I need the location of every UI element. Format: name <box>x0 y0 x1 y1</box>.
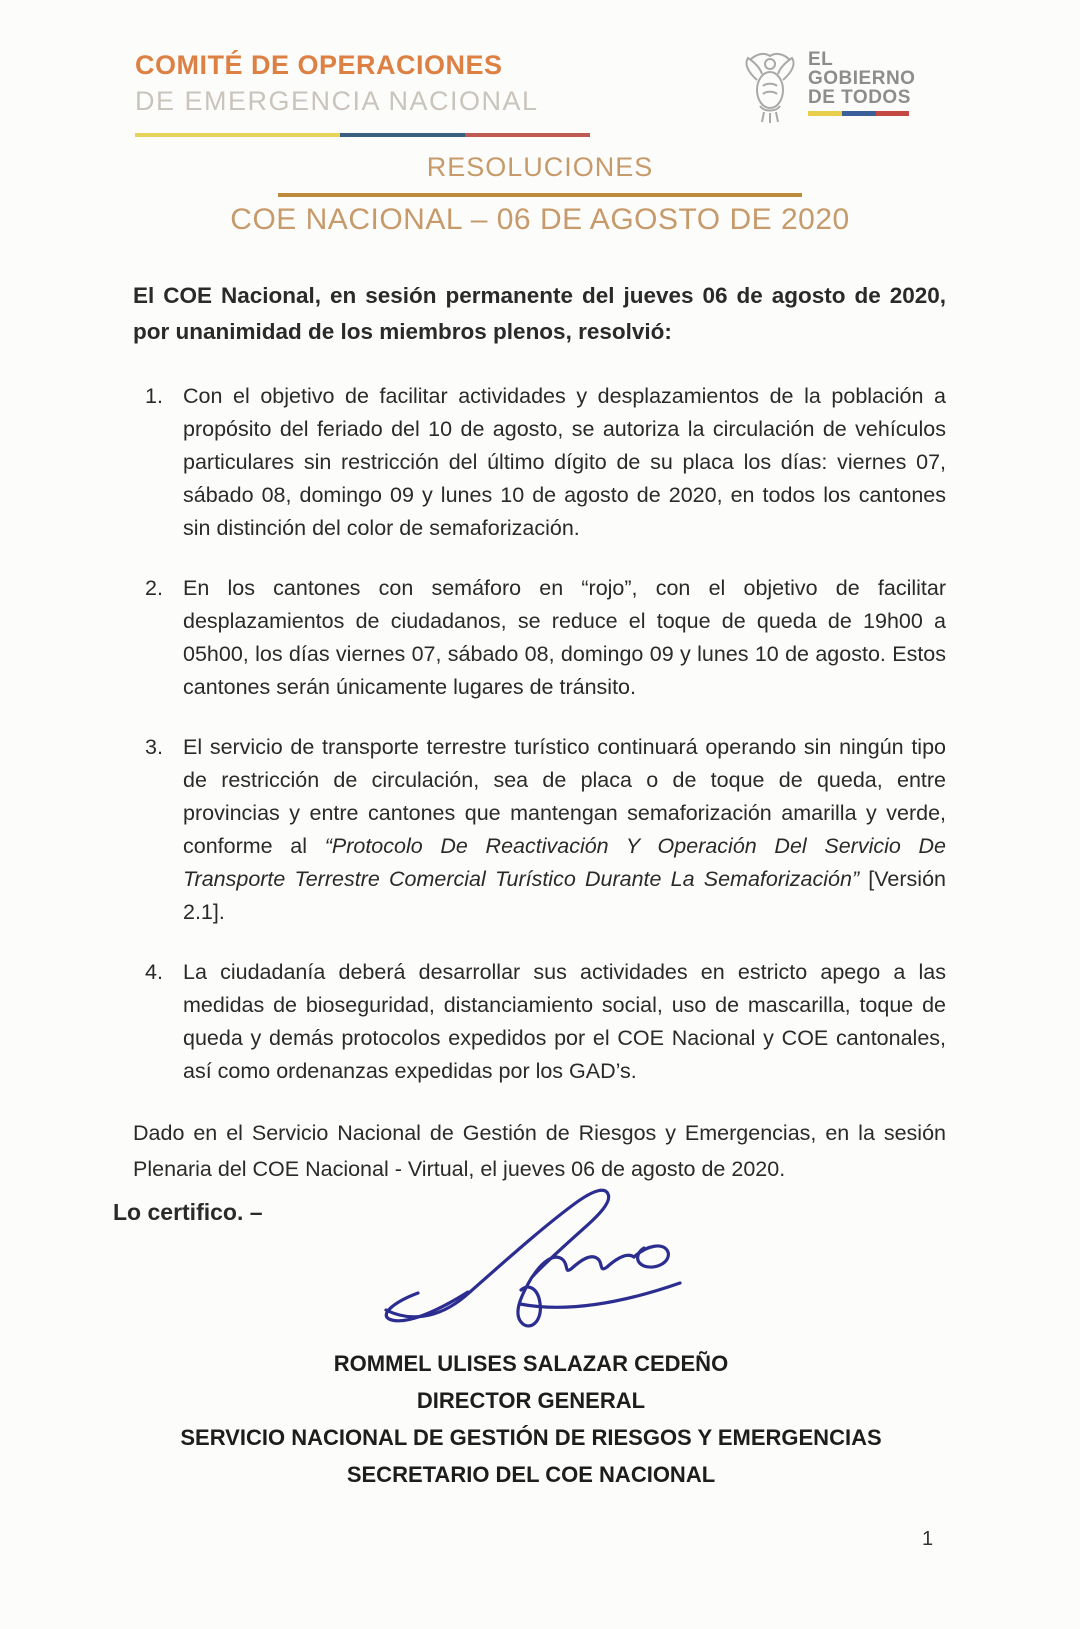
closing-paragraph: Dado en el Servicio Nacional de Gestión de Riesgos y Emergencias, en la sesión Plenaria del COE Nacional - Virtual, el jueves 06 de agosto de 2020. <box>133 1121 946 1181</box>
resolution-text <box>183 956 946 1088</box>
gobierno-line3: DE TODOS <box>808 87 911 108</box>
resolution-number: 2. <box>145 576 163 600</box>
resolution-text <box>183 572 946 704</box>
resolution-text-pre: En los cantones con semáforo en “rojo”, con el objetivo de facilitar desplazamientos de ciudadanos, se reduce el toque de queda de 19h00 a 05h00, los días viernes 07, sábado 08, domingo 09 y lunes 10 de agosto. Estos cantones serán únicamente lugares de tránsito. <box>183 576 946 699</box>
ecuador-coat-of-arms-icon <box>738 50 802 126</box>
page-number: 1 <box>922 1528 934 1550</box>
gobierno-flag-line <box>808 111 909 116</box>
certification-line: Lo certifico. – <box>113 1199 263 1225</box>
resolution-number: 4. <box>145 960 163 984</box>
gobierno-logo-text <box>808 50 915 116</box>
gobierno-line2: GOBIERNO <box>808 68 916 89</box>
document-title <box>0 152 1080 237</box>
resolution-text-pre: La ciudadanía deberá desarrollar sus actividades en estricto apego a las medidas de bioseguridad, distanciamiento social, uso de mascarilla, toque de queda y demás protocolos expedidos por el COE Nacional y COE cantonales, así como ordenanzas expedidas por los GAD’s. <box>183 960 946 1083</box>
flag-yellow-segment <box>808 111 842 116</box>
signer-title-secretario: SECRETARIO DEL COE NACIONAL <box>346 1462 716 1487</box>
resolution-text-pre: El servicio de transporte terrestre turístico continuará operando sin ningún tipo de restricción de circulación, sea de placa o de toque de queda, entre provincias y entre cantones que mantengan semaforización amarilla y verde, conforme al <box>183 735 946 858</box>
signer-title-servicio: SERVICIO NACIONAL DE GESTIÓN DE RIESGOS Y EMERGENCIAS <box>180 1425 882 1450</box>
resolution-text <box>183 731 946 929</box>
flag-blue-segment <box>842 111 875 116</box>
resolution-number: 3. <box>145 735 163 759</box>
resolution-text-pre: Con el objetivo de facilitar actividades y desplazamientos de la población a propósito del feriado del 10 de agosto, se autoriza la circulación de vehículos particulares sin restricción del último dígito de su placa los días: viernes 07, sábado 08, domingo 09 y lunes 10 de agosto de 2020, en todos los cantones sin distinción del color de semaforización. <box>183 384 946 540</box>
flag-yellow-segment <box>135 133 340 137</box>
resolution-item-1 <box>133 380 946 545</box>
coe-logo-line2: DE EMERGENCIA NACIONAL <box>135 86 539 116</box>
title-underline <box>278 193 802 197</box>
ecuador-flag-line <box>135 133 590 137</box>
flag-blue-segment <box>340 133 465 137</box>
resolution-text-italic: “Protocolo De Reactivación Y Operación Del Servicio De Transporte Terrestre Comercial Turístico Durante La Semaforización” <box>183 834 946 891</box>
document-body <box>113 278 946 1226</box>
title-coe-date: COE NACIONAL – 06 DE AGOSTO DE 2020 <box>230 203 850 236</box>
handwritten-signature <box>372 1142 698 1342</box>
resolution-item-3 <box>133 731 946 929</box>
coe-logo <box>135 50 590 137</box>
flag-red-segment <box>465 133 590 137</box>
gobierno-logo <box>738 50 915 126</box>
title-resoluciones: RESOLUCIONES <box>426 152 654 182</box>
resolution-text <box>183 380 946 545</box>
gobierno-line1: EL <box>808 49 834 70</box>
resolution-number: 1. <box>145 384 163 408</box>
resolution-text-post: [Versión 2.1]. <box>183 867 946 924</box>
flag-red-segment <box>876 111 909 116</box>
signer-name: ROMMEL ULISES SALAZAR CEDEÑO <box>333 1351 729 1376</box>
signature-ink <box>386 1190 680 1326</box>
resolution-item-2 <box>133 572 946 704</box>
intro-paragraph: El COE Nacional, en sesión permanente del jueves 06 de agosto de 2020, por unanimidad de los miembros plenos, resolvió: <box>133 283 946 344</box>
coe-logo-line1: COMITÉ DE OPERACIONES <box>135 50 503 80</box>
resolution-item-4 <box>133 956 946 1088</box>
signer-block <box>0 1345 1062 1493</box>
signer-title-director: DIRECTOR GENERAL <box>416 1388 646 1413</box>
